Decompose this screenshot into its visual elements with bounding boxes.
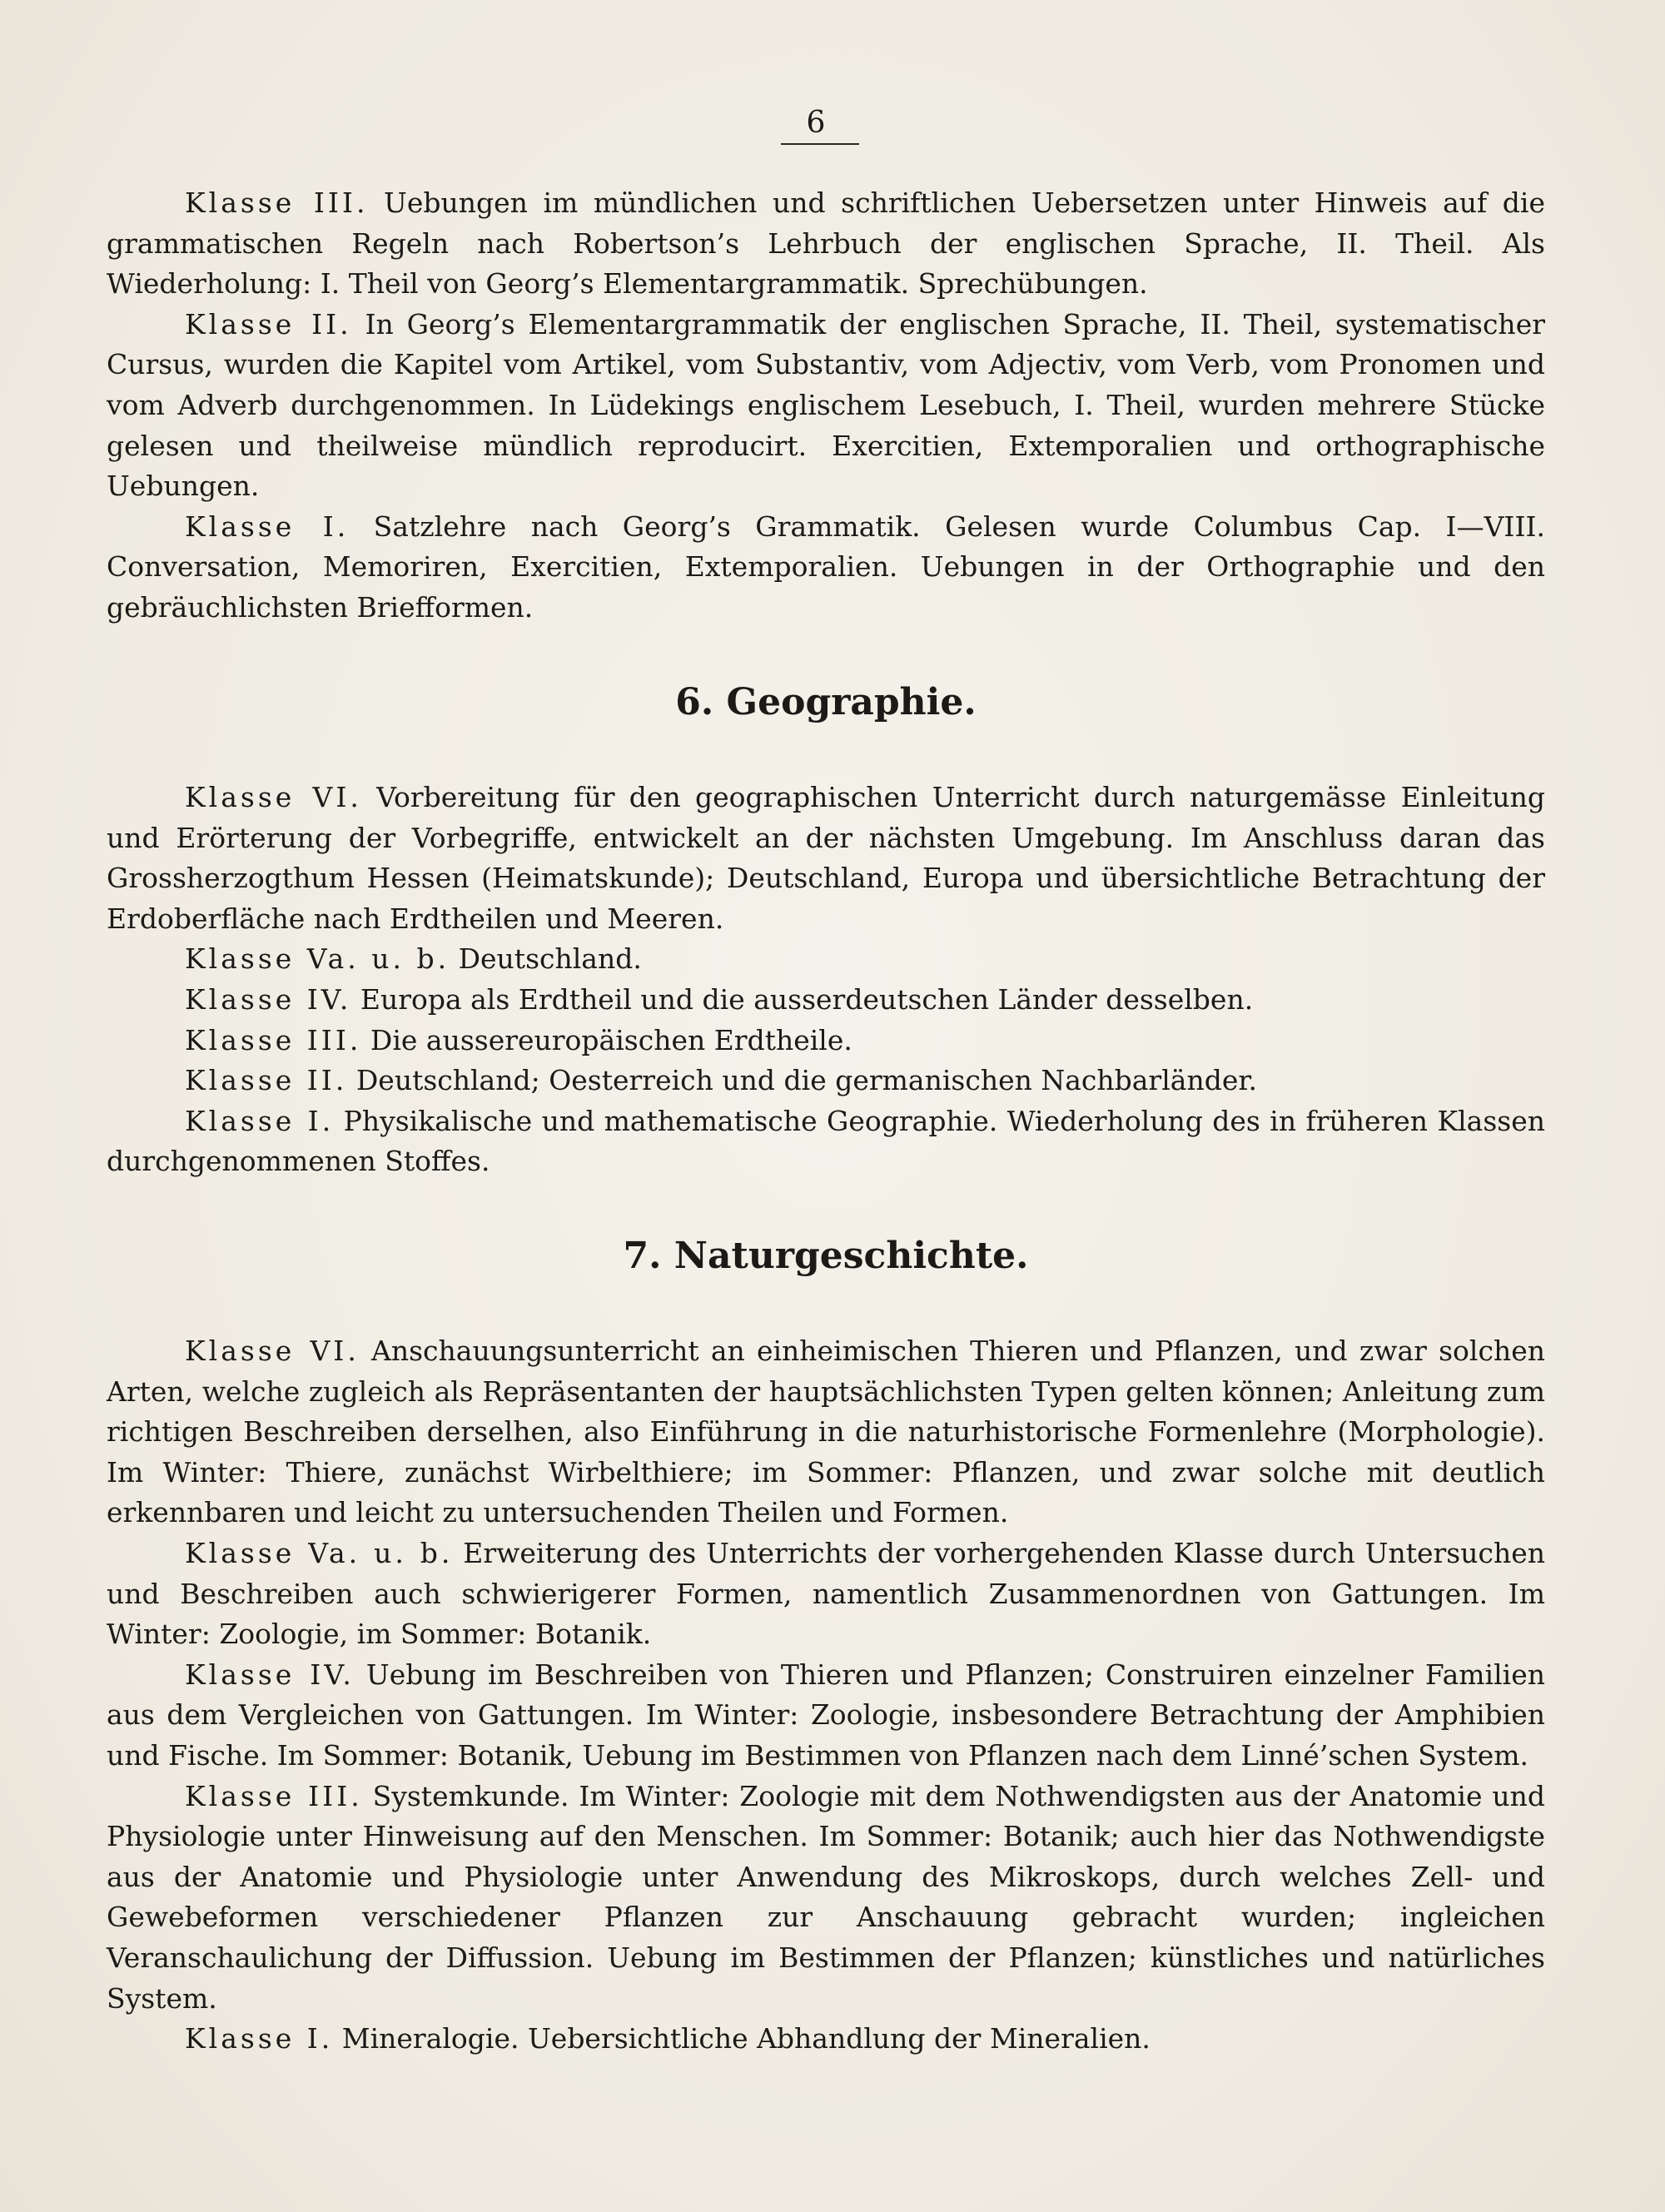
paragraph-klasse-iii bbox=[107, 183, 1545, 305]
section-english-continued bbox=[107, 183, 1545, 629]
paragraph-klasse-iv bbox=[107, 1655, 1545, 1777]
paragraph-text: Vorbereitung für den geographischen Unterricht durch naturgemässe Einleitung und Erörterung der Vorbegriffe, entwickelt an der nächsten Umgebung. Im Anschluss daran das Grossherzogthum Hessen (Heimatskunde); Deutschland, Europa und übersichtliche Betrachtung der Erdoberfläche nach Erdtheilen und Meeren. bbox=[107, 781, 1545, 935]
klasse-label: Klasse I. bbox=[185, 2022, 334, 2055]
paragraph-klasse-va-b bbox=[107, 939, 1545, 980]
paragraph-text: Uebung im Beschreiben von Thieren und Pflanzen; Construiren einzelner Familien aus dem Vergleichen von Gattungen. Im Winter: Zoologie, insbesondere Betrachtung der Amphibien und Fische. Im Sommer: Botanik, Uebung im Bestimmen von Pflanzen nach dem Linné’schen System. bbox=[107, 1658, 1546, 1772]
paragraph-text: Erweiterung des Unterrichts der vorhergehenden Klasse durch Untersuchen und Beschreiben auch schwierigerer Formen, namentlich Zusammenordnen von Gattungen. Im Winter: Zoologie, im Sommer: Botanik. bbox=[107, 1536, 1545, 1651]
section-geographie bbox=[107, 778, 1545, 1182]
paragraph-klasse-iv bbox=[107, 980, 1545, 1021]
klasse-label: Klasse II. bbox=[185, 307, 352, 340]
paragraph-klasse-iii bbox=[107, 1021, 1545, 1061]
paragraph-klasse-i bbox=[107, 1101, 1545, 1182]
paragraph-klasse-i bbox=[107, 2019, 1545, 2060]
klasse-label: Klasse III. bbox=[185, 1023, 362, 1056]
klasse-label: Klasse II. bbox=[185, 1064, 348, 1097]
paragraph-text: Systemkunde. Im Winter: Zoologie mit dem Nothwendigsten aus der Anatomie und Physiologie unter Hinweisung auf den Menschen. Im Sommer: Botanik; auch hier das Nothwendigste aus der Anatomie und Physiologie unter Anwendung des Mikroskops, durch welches Zell- und Gewebeformen verschiedener Pflanzen zur Anschauung gebracht wurden; ingleichen Veranschaulichung der Diffussion. Uebung im Bestimmen der Pflanzen; künstliches und natürliches System. bbox=[107, 1779, 1545, 2015]
klasse-label: Klasse IV. bbox=[185, 982, 352, 1016]
paragraph-text: Deutschland. bbox=[450, 942, 642, 976]
paragraph-klasse-vi bbox=[107, 778, 1545, 939]
paragraph-klasse-ii bbox=[107, 1061, 1545, 1101]
klasse-label: Klasse VI. bbox=[185, 1335, 360, 1367]
page-number-rule bbox=[781, 143, 859, 145]
paragraph-text: Deutschland; Oesterreich und die germanischen Nachbarländer. bbox=[347, 1064, 1257, 1097]
page-number: 6 bbox=[806, 106, 826, 140]
section-heading-naturgeschichte: 7. Naturgeschichte. bbox=[623, 1235, 1029, 1277]
paragraph-text: Satzlehre nach Georg’s Grammatik. Gelesen wurde Columbus Cap. I—VIII. Conversation, Memoriren, Exercitien, Extemporalien. Uebungen in der Orthographie und den gebräuchlichsten Briefformen. bbox=[107, 510, 1546, 624]
paragraph-text: Mineralogie. Uebersichtliche Abhandlung der Mineralien. bbox=[333, 2022, 1151, 2055]
klasse-label: Klasse Va. u. b. bbox=[185, 1536, 454, 1569]
paragraph-klasse-va-b bbox=[107, 1533, 1545, 1655]
klasse-label: Klasse III. bbox=[185, 186, 369, 219]
paragraph-klasse-vi bbox=[107, 1331, 1545, 1533]
klasse-label: Klasse IV. bbox=[185, 1658, 355, 1691]
klasse-label: Klasse VI. bbox=[185, 781, 362, 813]
paragraph-text: Uebungen im mündlichen und schriftlichen Uebersetzen unter Hinweis auf die grammatischen Regeln nach Robertson’s Lehrbuch der englischen Sprache, II. Theil. Als Wiederholung: I. Theil von Georg’s Elementargrammatik. Sprechübungen. bbox=[107, 186, 1546, 301]
klasse-label: Klasse III. bbox=[185, 1779, 363, 1812]
section-heading-geographie: 6. Geographie. bbox=[675, 681, 977, 723]
paragraph-klasse-ii bbox=[107, 305, 1545, 507]
paragraph-text: Anschauungsunterricht an einheimischen Thieren und Pflanzen, und zwar solchen Arten, welche zugleich als Repräsentanten der hauptsächlichsten Typen gelten können; Anleitung zum richtigen Beschreiben derselhen, also Einführung in die naturhistorische Formenlehre (Morphologie). Im Winter: Thiere, zunächst Wirbelthiere; im Sommer: Pflanzen, und zwar solche mit deutlich erkennbaren und leicht zu untersuchenden Theilen und Formen. bbox=[107, 1335, 1545, 1529]
klasse-label: Klasse I. bbox=[185, 510, 350, 543]
paragraph-text: Die aussereuropäischen Erdtheile. bbox=[361, 1023, 852, 1056]
paragraph-text: In Georg’s Elementargrammatik der englischen Sprache, II. Theil, systematischer Cursus, wurden die Kapitel vom Artikel, vom Substantiv, vom Adjectiv, vom Verb, vom Pronomen und vom Adverb durchgenommen. In Lüdekings englischem Lesebuch, I. Theil, wurden mehrere Stücke gelesen und theilweise mündlich reproducirt. Exercitien, Extemporalien und orthographische Uebungen. bbox=[107, 307, 1545, 503]
klasse-label: Klasse I. bbox=[185, 1104, 335, 1137]
paragraph-klasse-iii bbox=[107, 1777, 1545, 2020]
paragraph-klasse-i bbox=[107, 507, 1545, 629]
paragraph-text: Physikalische und mathematische Geographie. Wiederholung des in früheren Klassen durchgenommenen Stoffes. bbox=[107, 1104, 1545, 1178]
section-naturgeschichte bbox=[107, 1331, 1545, 2060]
paragraph-text: Europa als Erdtheil und die ausserdeutschen Länder desselben. bbox=[351, 982, 1254, 1016]
klasse-label: Klasse Va. u. b. bbox=[185, 942, 450, 976]
